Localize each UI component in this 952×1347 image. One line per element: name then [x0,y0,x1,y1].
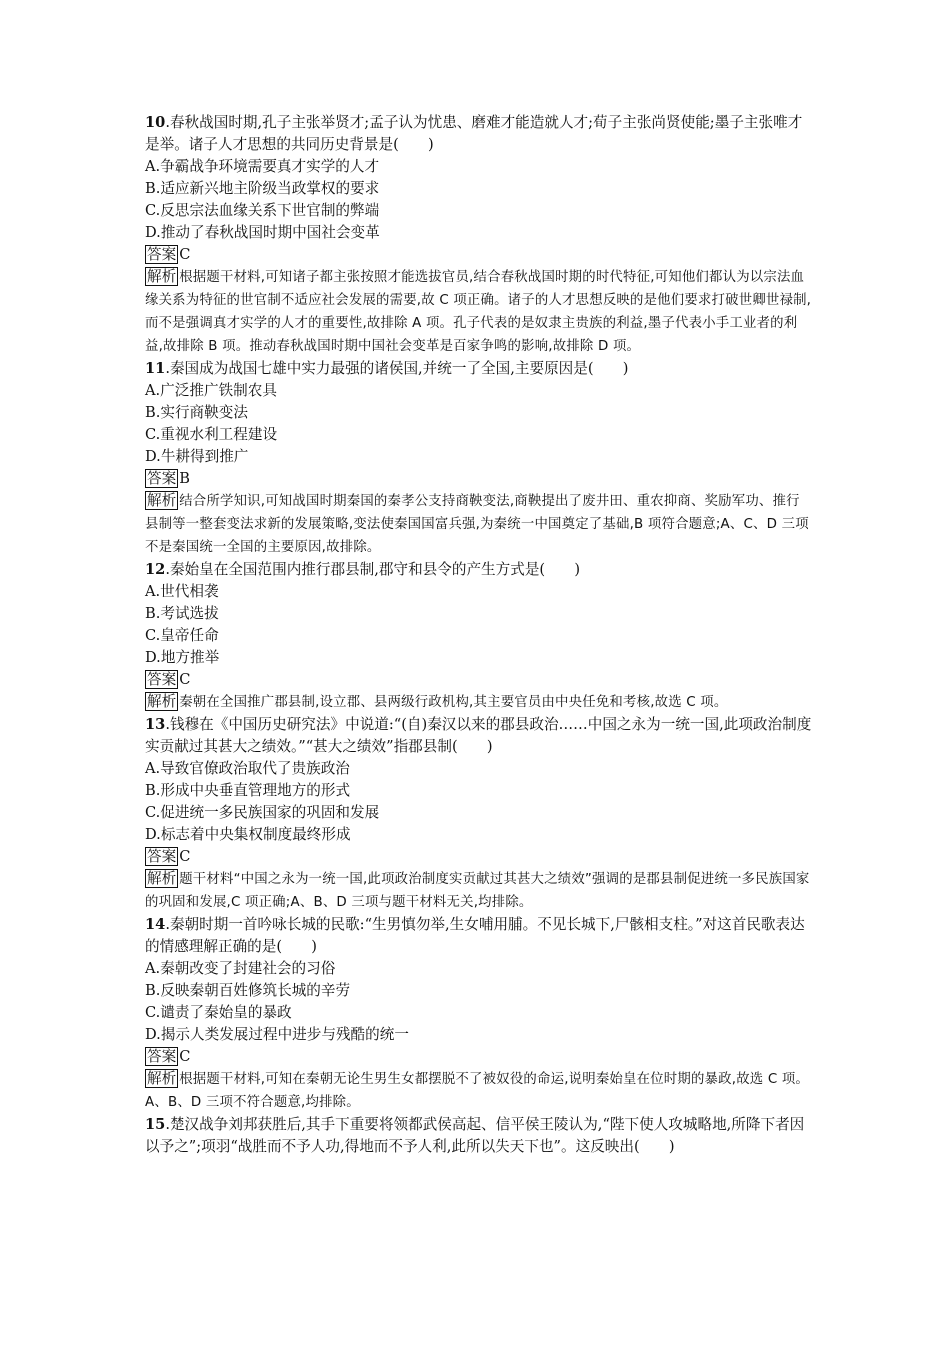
question-stem: 11.秦国成为战国七雄中实力最强的诸侯国,并统一了全国,主要原因是( ) [145,360,629,377]
option-b: B.实行商鞅变法 [145,404,248,421]
option-d: D.推动了春秋战国时期中国社会变革 [145,224,380,241]
answer-value: C [179,246,191,263]
question-14 [145,914,813,1114]
analysis-text: 题干材料“中国之永为一统一国,此项政治制度实贡献过其甚大之绩效”强调的是郡县制促进统一多民族国家的巩固和发展,C 项正确;A、B、D 三项与题干材料无关,均排除。 [145,872,810,910]
question-stem: 14.秦朝时期一首吟咏长城的民歌:“生男慎勿举,生女哺用脯。不见长城下,尸骸相支柱。”对这首民歌表达的情感理解正确的是( ) [145,916,805,955]
answer-tag: 答案 [147,470,177,487]
option-b: B.反映秦朝百姓修筑长城的辛劳 [145,982,351,999]
analysis-line [145,266,813,358]
question-number: 12 [145,561,166,578]
analysis-tag: 解析 [147,1070,177,1087]
question-13 [145,714,813,914]
option-d: D.揭示人类发展过程中进步与残酷的统一 [145,1026,409,1043]
question-10 [145,112,813,358]
analysis-text: 根据题干材料,可知诸子都主张按照才能选拔官员,结合春秋战国时期的时代特征,可知他们都认为以宗法血缘关系为特征的世官制不适应社会发展的需要,故 C 项正确。诸子的人才思想反映的是他们要求打破世卿世禄制,而不是强调真才实学的人才的重要性,故排除 A 项。孔子代表的是奴隶主贵族的利益,墨子代表小手工业者的利益,故排除 B 项。推动春秋战国时期中国社会变革是百家争鸣的影响,故排除 D 项。 [145,270,812,354]
analysis-line [145,1068,813,1114]
answer-tag: 答案 [147,848,177,865]
option-c: C.反思宗法血缘关系下世官制的弊端 [145,202,380,219]
option-c: C.谴责了秦始皇的暴政 [145,1004,292,1021]
analysis-line [145,490,813,559]
question-number: 14 [145,916,166,933]
option-d: D.标志着中央集权制度最终形成 [145,826,351,843]
answer-line [145,846,813,868]
answer-value: C [179,671,191,688]
analysis-tag: 解析 [147,492,177,509]
option-d: D.地方推举 [145,649,220,666]
answer-line [145,468,813,490]
answer-tag: 答案 [147,1048,177,1065]
answer-tag: 答案 [147,246,177,263]
analysis-line [145,691,813,714]
option-b: B.形成中央垂直管理地方的形式 [145,782,351,799]
option-c: C.皇帝任命 [145,627,219,644]
question-number: 10 [145,114,166,131]
answer-line [145,669,813,691]
question-stem: 13.钱穆在《中国历史研究法》中说道:“(自)秦汉以来的郡县政治……中国之永为一统一国,此项政治制度实贡献过其甚大之绩效。”“甚大之绩效”指郡县制( ) [145,716,812,755]
option-c: C.重视水利工程建设 [145,426,278,443]
option-a: A.秦朝改变了封建社会的习俗 [145,960,336,977]
question-12 [145,559,813,714]
option-a: A.世代相袭 [145,583,219,600]
question-11 [145,358,813,559]
option-a: A.导致官僚政治取代了贵族政治 [145,760,350,777]
question-number: 13 [145,716,166,733]
answer-tag: 答案 [147,671,177,688]
option-c: C.促进统一多民族国家的巩固和发展 [145,804,380,821]
option-d: D.牛耕得到推广 [145,448,249,465]
analysis-tag: 解析 [147,268,177,285]
analysis-text: 秦朝在全国推广郡县制,设立郡、县两级行政机构,其主要官员由中央任免和考核,故选 C 项。 [179,695,728,710]
option-a: A.争霸战争环境需要真才实学的人才 [145,158,380,175]
answer-line [145,244,813,266]
analysis-text: 根据题干材料,可知在秦朝无论生男生女都摆脱不了被奴役的命运,说明秦始皇在位时期的暴政,故选 C 项。A、B、D 三项不符合题意,均排除。 [145,1072,810,1110]
analysis-tag: 解析 [147,693,177,710]
question-15 [145,1114,813,1158]
question-stem: 12.秦始皇在全国范围内推行郡县制,郡守和县令的产生方式是( ) [145,561,581,578]
option-a: A.广泛推广铁制农具 [145,382,277,399]
analysis-tag: 解析 [147,870,177,887]
answer-line [145,1046,813,1068]
analysis-line [145,868,813,914]
document-page [145,112,813,1158]
answer-value: B [179,470,190,487]
question-stem: 15.楚汉战争刘邦获胜后,其手下重要将领都武侯高起、信平侯王陵认为,“陛下使人攻城略地,所降下者因以予之”;项羽“战胜而不予人功,得地而不予人利,此所以失天下也”。这反映出( ) [145,1116,805,1155]
question-number: 11 [145,360,166,377]
option-b: B.适应新兴地主阶级当政掌权的要求 [145,180,380,197]
option-b: B.考试选拔 [145,605,219,622]
question-stem: 10.春秋战国时期,孔子主张举贤才;孟子认为忧患、磨难才能造就人才;荀子主张尚贤使能;墨子主张唯才是举。诸子人才思想的共同历史背景是( ) [145,114,803,153]
question-number: 15 [145,1116,166,1133]
answer-value: C [179,1048,191,1065]
answer-value: C [179,848,191,865]
analysis-text: 结合所学知识,可知战国时期秦国的秦孝公支持商鞅变法,商鞅提出了废井田、重农抑商、奖励军功、推行县制等一整套变法求新的发展策略,变法使秦国国富兵强,为秦统一中国奠定了基础,B 项符合题意;A、C、D 三项不是秦国统一全国的主要原因,故排除。 [145,494,809,555]
